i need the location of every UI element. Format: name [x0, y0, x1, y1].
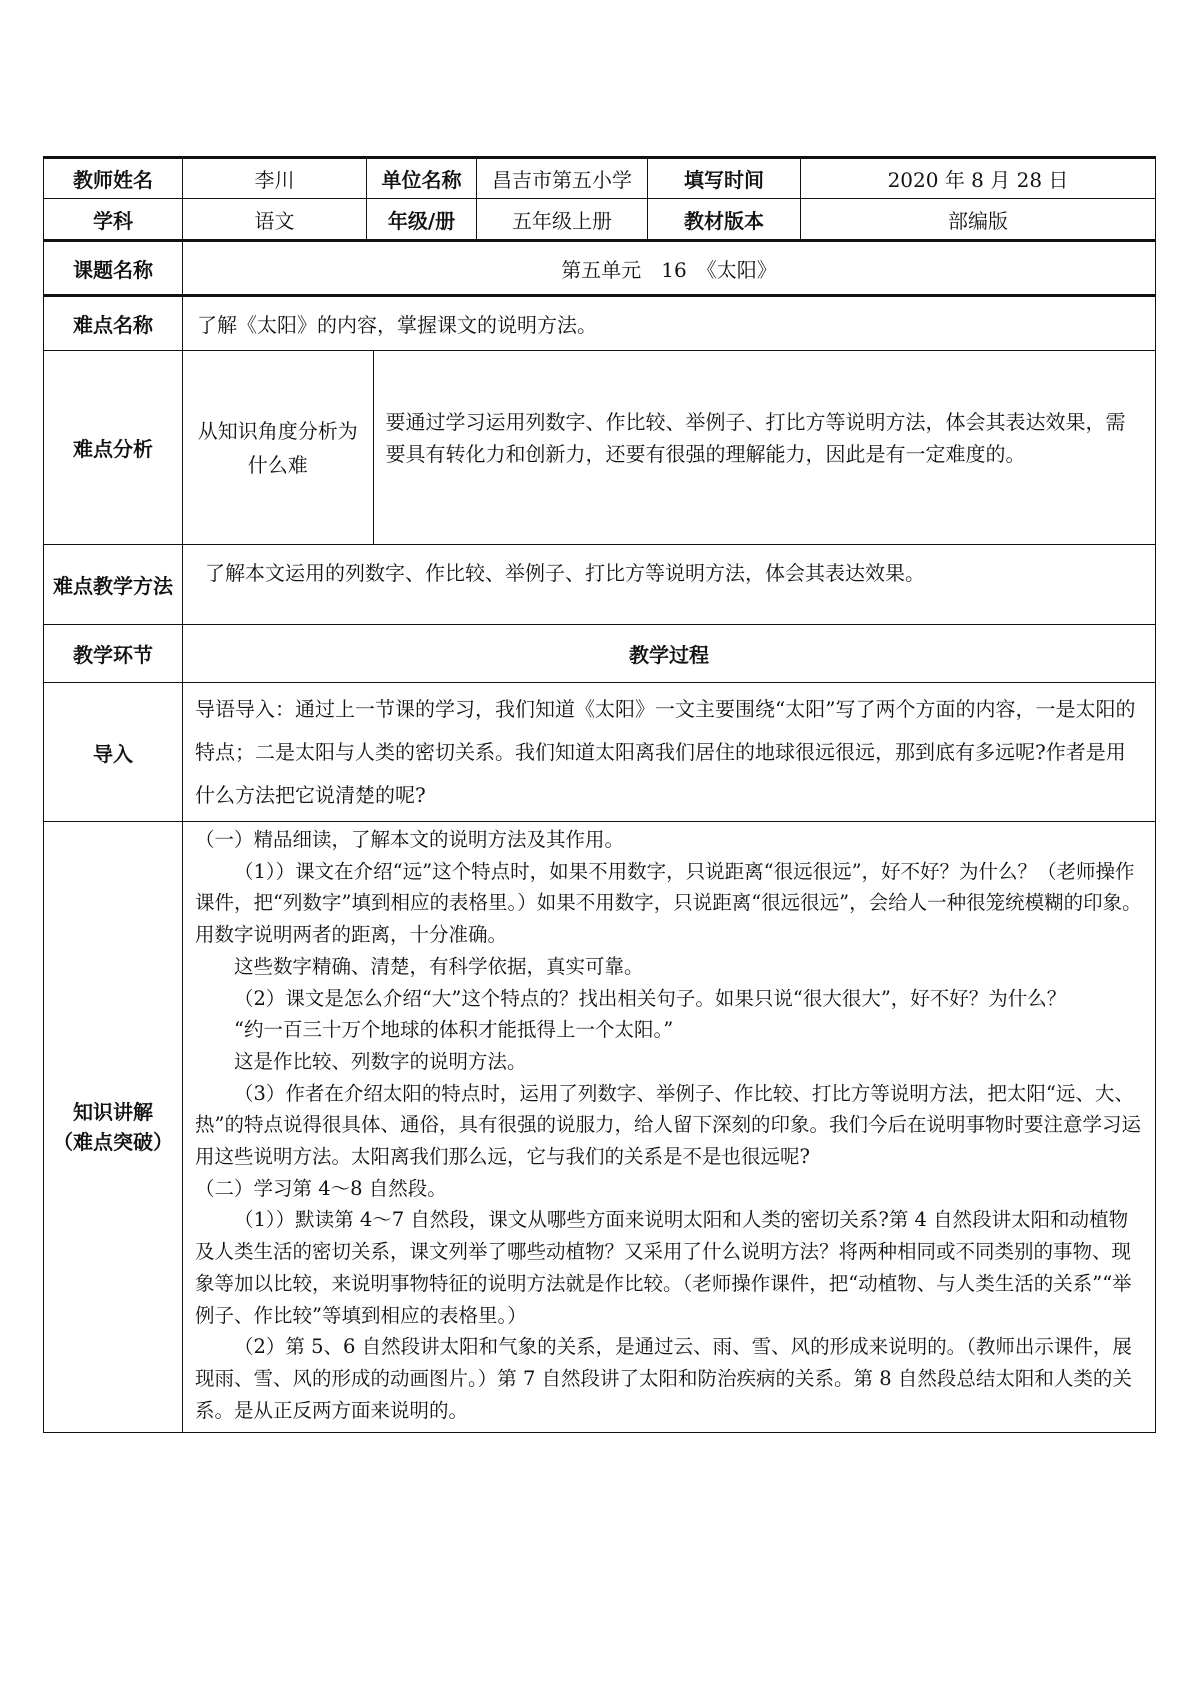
grade-label: 年级/册 [367, 199, 477, 241]
intro-row [44, 683, 1156, 822]
analysis-row [44, 351, 1156, 545]
topic-label: 课题名称 [44, 241, 183, 296]
subject-value: 语文 [183, 199, 367, 241]
topic-row [44, 241, 1156, 296]
knowledge-paragraph: 这是作比较、列数字的说明方法。 [234, 1049, 527, 1073]
unit-value: 昌吉市第五小学 [477, 158, 648, 199]
edition-label: 教材版本 [648, 199, 801, 241]
analysis-content [183, 351, 1156, 545]
knowledge-paragraph: （2）第 5、6 自然段讲太阳和气象的关系，是通过云、雨、雪、风的形成来说明的。（教师出示课件，展现雨、雪、风的形成的动画图片。）第 7 自然段讲了太阳和防治疾病的关系。第 8 自然段总结太阳和人类的关系。是从正反两方面来说明的。 [195, 1335, 1132, 1422]
process-header-row [44, 625, 1156, 683]
date-value: 2020 年 8 月 28 日 [801, 158, 1156, 199]
knowledge-paragraph: （二）学习第 4～8 自然段。 [195, 1176, 447, 1200]
subject-label: 学科 [44, 199, 183, 241]
knowledge-paragraph: （1））课文在介绍“远”这个特点时，如果不用数字，只说距离“很远很远”，好不好？为什么？（老师操作课件，把“列数字”填到相应的表格里。）如果不用数字，只说距离“很远很远”，会给人一种很笼统模糊的印象。用数字说明两者的距离，十分准确。 [195, 859, 1142, 947]
difficulty-label: 难点名称 [44, 296, 183, 351]
date-label: 填写时间 [648, 158, 801, 199]
analysis-value: 要通过学习运用列数字、作比较、举例子、打比方等说明方法，体会其表达效果，需要具有转化力和创新力，还要有很强的理解能力，因此是有一定难度的。 [385, 409, 1126, 466]
method-label: 难点教学方法 [44, 545, 183, 625]
knowledge-paragraph: “约一百三十万个地球的体积才能抵得上一个太阳。” [234, 1018, 674, 1042]
header-row-1 [44, 158, 1156, 199]
grade-value: 五年级上册 [477, 199, 648, 241]
unit-label: 单位名称 [367, 158, 477, 199]
difficulty-value: 了解《太阳》的内容，掌握课文的说明方法。 [183, 296, 1156, 351]
difficulty-row [44, 296, 1156, 351]
header-row-2 [44, 199, 1156, 241]
process-label: 教学过程 [183, 625, 1156, 683]
lesson-plan-table [43, 156, 1156, 1433]
step-label: 教学环节 [44, 625, 183, 683]
method-row [44, 545, 1156, 625]
knowledge-label-line2: （难点突破） [53, 1130, 173, 1154]
topic-value: 第五单元 16 《太阳》 [183, 241, 1156, 296]
analysis-sub-label: 从知识角度分析为什么难 [183, 351, 373, 544]
knowledge-paragraph: （3）作者在介绍太阳的特点时，运用了列数字、举例子、作比较、打比方等说明方法，把太阳“远、大、热”的特点说得很具体、通俗，具有很强的说服力，给人留下深刻的印象。我们今后在说明事物时要注意学习运用这些说明方法。太阳离我们那么远，它与我们的关系是不是也很远呢? [195, 1081, 1141, 1169]
teacher-value: 李川 [183, 158, 367, 199]
knowledge-label-line1: 知识讲解 [73, 1100, 153, 1124]
edition-value: 部编版 [801, 199, 1156, 241]
knowledge-paragraph: （1））默读第 4～7 自然段，课文从哪些方面来说明太阳和人类的密切关系?第 4 自然段讲太阳和动植物及人类生活的密切关系，课文列举了哪些动植物？又采用了什么说明方法？将两种相同或不同类别的事物、现象等加以比较，来说明事物特征的说明方法就是作比较。（老师操作课件，把“动植物、与人类生活的关系”“举例子、作比较”等填到相应的表格里。） [195, 1208, 1132, 1327]
intro-label: 导入 [44, 683, 183, 822]
analysis-label: 难点分析 [44, 351, 183, 545]
knowledge-paragraph: （一）精品细读，了解本文的说明方法及其作用。 [195, 828, 625, 851]
teacher-label: 教师姓名 [44, 158, 183, 199]
knowledge-row [44, 822, 1156, 1433]
method-value: 了解本文运用的列数字、作比较、举例子、打比方等说明方法，体会其表达效果。 [183, 545, 1156, 625]
knowledge-label-cell [44, 822, 183, 1433]
intro-value: 导语导入：通过上一节课的学习，我们知道《太阳》一文主要围绕“太阳”写了两个方面的内容，一是太阳的特点；二是太阳与人类的密切关系。我们知道太阳离我们居住的地球很远很远，那到底有多远呢?作者是用什么方法把它说清楚的呢? [195, 696, 1136, 807]
knowledge-paragraph: （2）课文是怎么介绍“大”这个特点的？找出相关句子。如果只说“很大很大”，好不好？为什么？ [234, 986, 1067, 1010]
lesson-plan-sheet [43, 156, 1155, 1433]
knowledge-content [183, 822, 1156, 1433]
knowledge-paragraph: 这些数字精确、清楚，有科学依据，真实可靠。 [234, 954, 644, 978]
